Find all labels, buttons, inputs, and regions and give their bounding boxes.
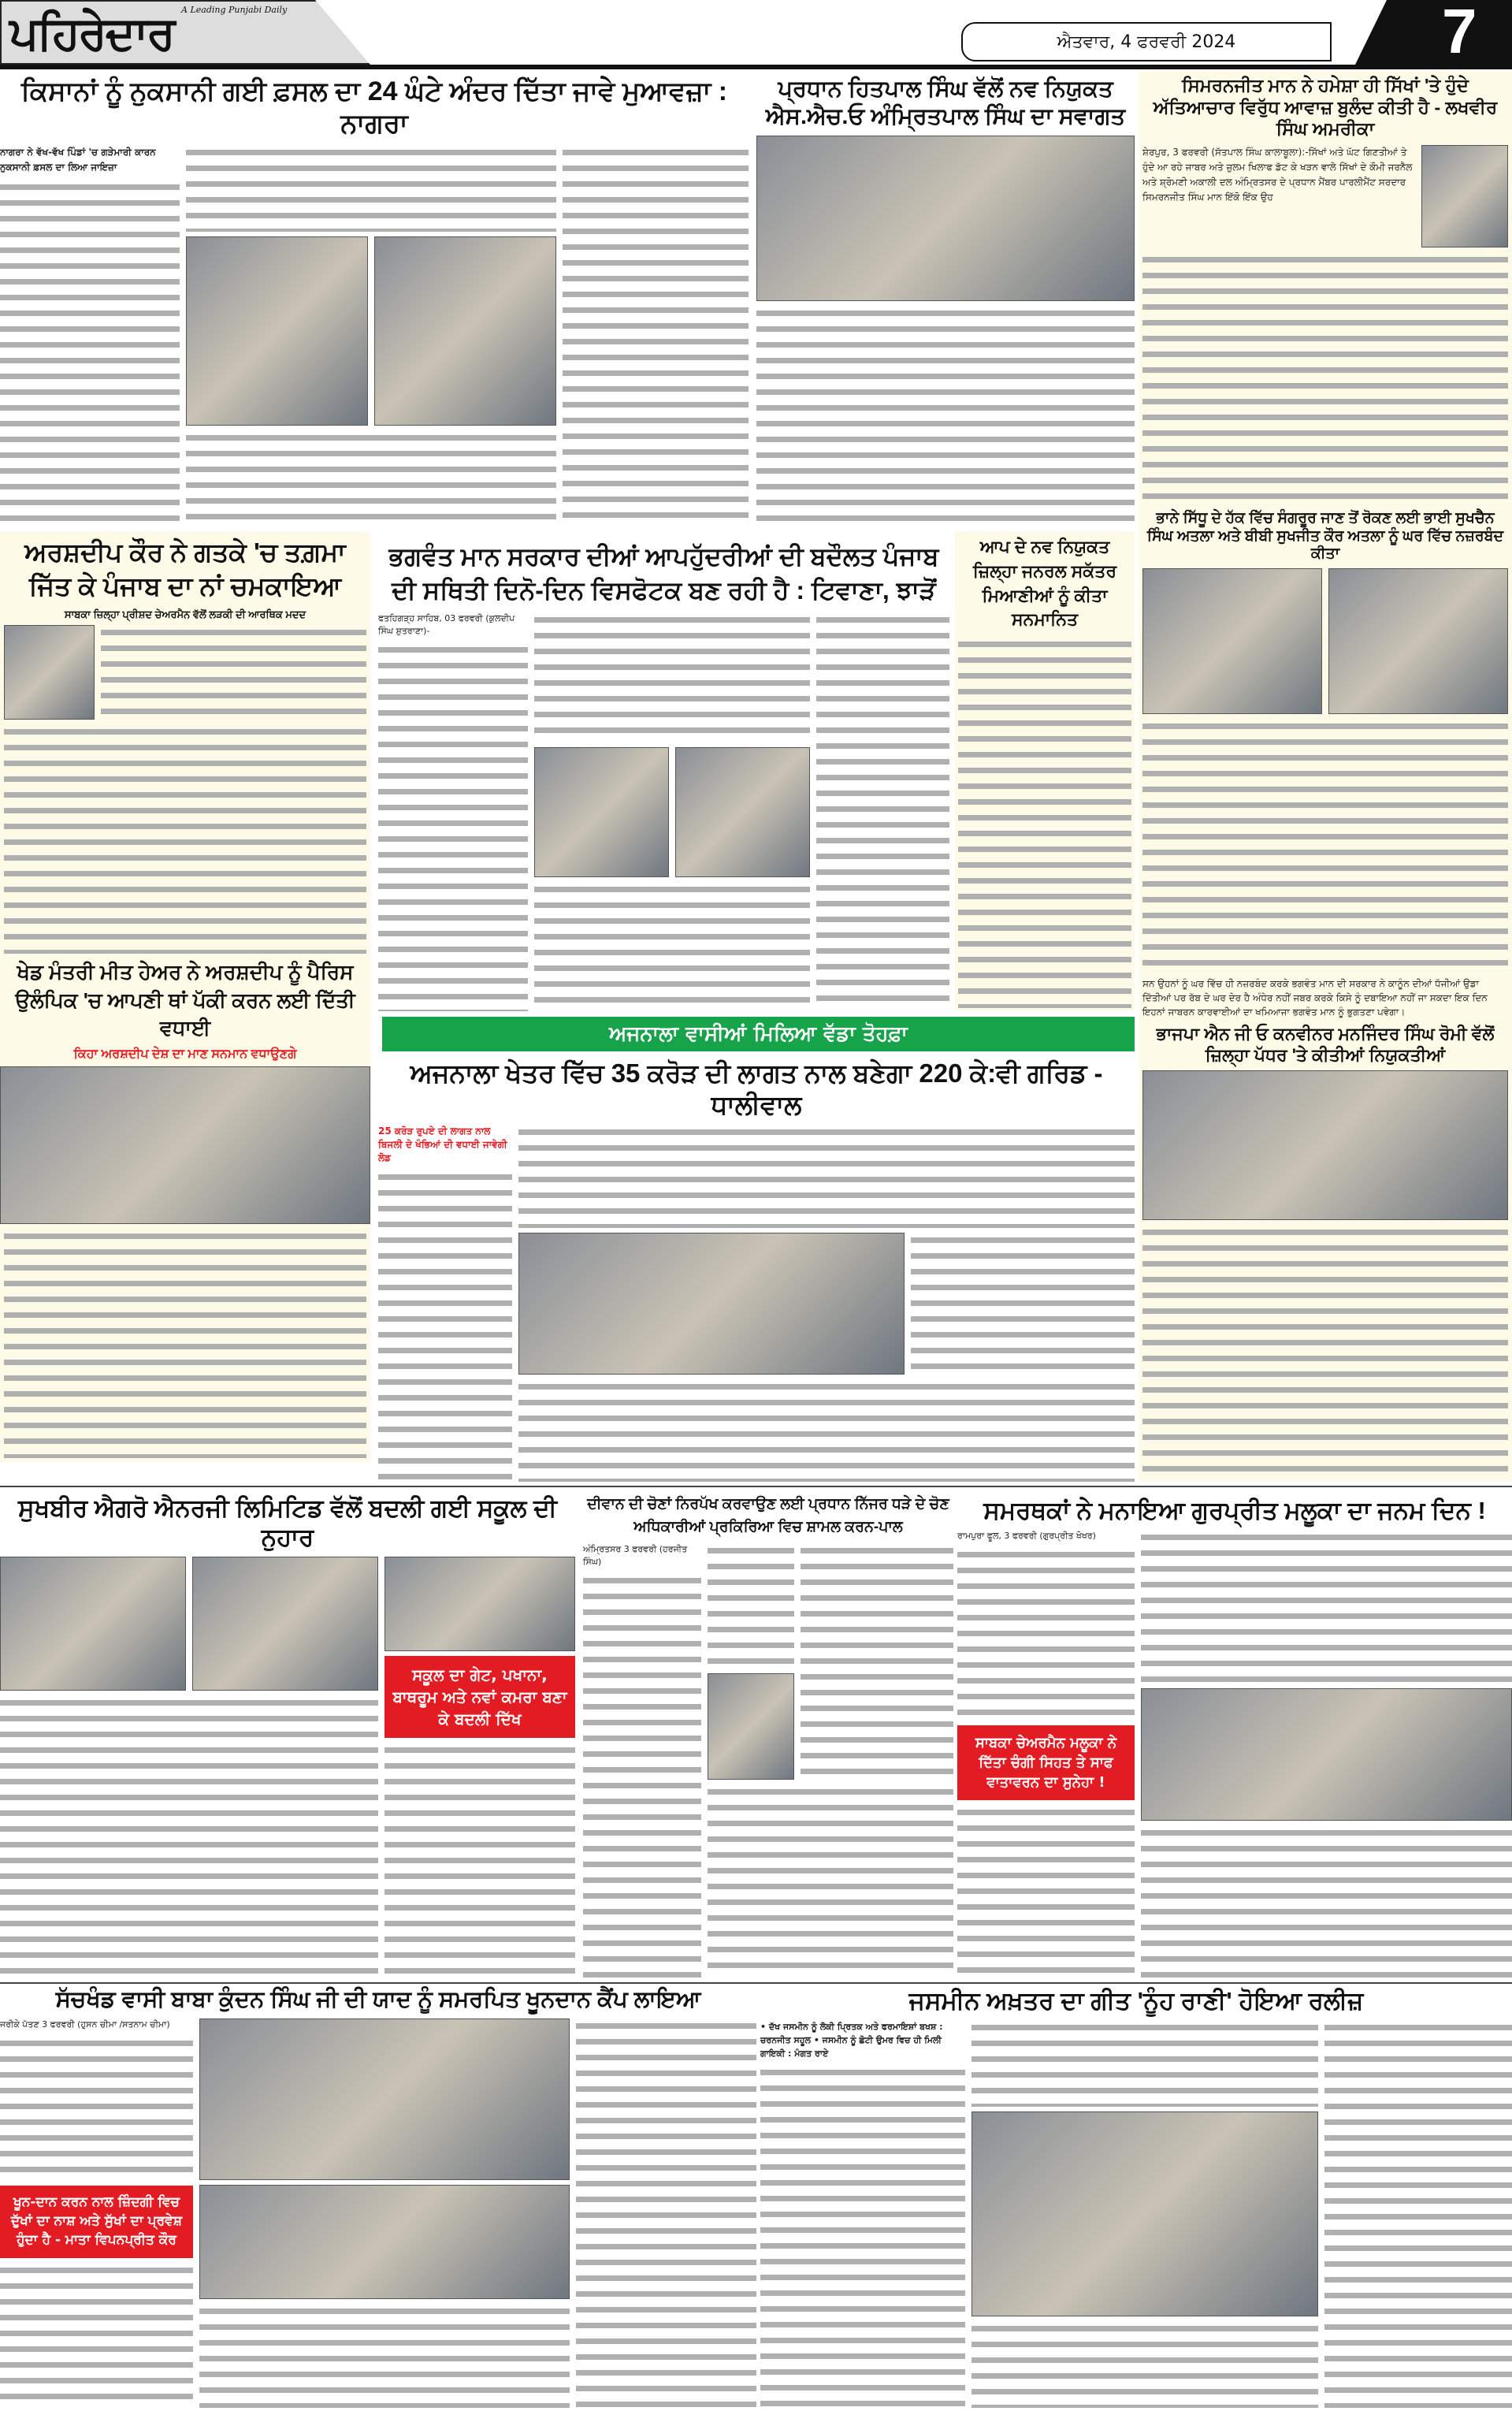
- body-text: [378, 642, 528, 1011]
- article-jasmine: [760, 1986, 1512, 2408]
- body-text: [534, 612, 810, 742]
- body-text: [576, 2018, 756, 2408]
- photo-romi-appointments: [1142, 1070, 1508, 1220]
- body-text: [816, 612, 949, 1011]
- body-text: [708, 1784, 953, 1978]
- photo-arshdeep: [4, 625, 95, 720]
- body-text: [563, 145, 749, 528]
- body-text: [1141, 1825, 1512, 1978]
- photo-farm-inspection: [186, 236, 368, 426]
- photo-school-1: [0, 1557, 186, 1691]
- divider: [0, 1486, 1512, 1487]
- body-text: [957, 1547, 1135, 1721]
- photo-diwan-official: [708, 1673, 794, 1780]
- body-text: [1142, 719, 1508, 972]
- page-number-block: [1355, 0, 1512, 65]
- headline-jasmine: ਜਸਮੀਨ ਅਖ਼ਤਰ ਦਾ ਗੀਤ 'ਨੂੰਹ ਰਾਣੀ' ਹੋਇਆ ਰਲੀਜ਼: [908, 1987, 1364, 2015]
- headline-tiwana: ਭਗਵੰਤ ਮਾਨ ਸਰਕਾਰ ਦੀਆਂ ਆਪਹੁੱਦਰੀਆਂ ਦੀ ਬਦੌਲਤ ਪੰਜਾਬ ਦੀ ਸਥਿਤੀ ਦਿਨੋ-ਦਿਨ ਵਿਸਫੋਟਕ ਬਣ ਰਹੀ ਹੈ : ਟਿਵਾਣਾ, ਝਾੜੋਂ: [388, 542, 939, 605]
- photo-blood-camp-1: [199, 2018, 570, 2180]
- body-text: [518, 1125, 1135, 1227]
- arshdeep-panel: [0, 532, 370, 1462]
- headline-ajnala: ਅਜਨਾਲਾ ਖੇਤਰ ਵਿੱਚ 35 ਕਰੋੜ ਦੀ ਲਾਗਤ ਨਾਲ ਬਣੇਗਾ 220 ਕੇ:ਵੀ ਗਰਿਡ - ਧਾਲੀਵਾਲ: [410, 1059, 1103, 1119]
- photo-school-3: [385, 1557, 575, 1651]
- body-text: [0, 1695, 378, 1978]
- lead-maluka: ਰਾਮਪੁਰਾ ਫੂਲ, 3 ਫਰਵਰੀ (ਗੁਰਪ੍ਰੀਤ ਖੋਖਰ): [957, 1531, 1096, 1542]
- photo-damaged-crop: [374, 236, 556, 426]
- divider: [0, 1982, 1512, 1984]
- lead-simranjit: ਸ਼ੇਰਪੁਰ, 3 ਫਰਵਰੀ (ਸੱਤਪਾਲ ਸਿੰਘ ਕਾਲਾਬੂਲਾ):-ਸਿੱਖਾਂ ਅਤੇ ਘੱਟ ਗਿਣਤੀਆਂ ਤੇ ਹੁੰਦੇ ਆ ਰਹੇ ਜਾਬਰ ਅਤੇ ਜ਼ੁਲਮ ਖਿਲਾਫ ਡੱਟ ਕੇ ਖੜਨ ਵਾਲੇ ਸਿੱਖਾਂ ਦੇ ਕੌਮੀ ਜਰਨੈਲ ਅਤੇ ਸ਼੍ਰੋਮਣੀ ਅਕਾਲੀ ਦਲ ਅੰਮ੍ਰਿਤਸਰ ਦੇ ਪ੍ਰਧਾਨ ਮੈਂਬਰ ਪਾਰਲੀਮੈਂਟ ਸਰਦਾਰ ਸਿਮਰਨਜੀਤ ਸਿੰਘ ਮਾਨ ਇੱਕੋ ਇੱਕ ਉਹ: [1142, 146, 1413, 203]
- headline-maluka: ਸਮਰਥਕਾਂ ਨੇ ਮਨਾਇਆ ਗੁਰਪ੍ਰੀਤ ਮਲੂਕਾ ਦਾ ਜਨਮ ਦਿਨ !: [983, 1497, 1486, 1524]
- body-text: [378, 1170, 512, 1482]
- body-text: [0, 2036, 193, 2181]
- body-text: [971, 2321, 1318, 2408]
- tail-atla: ਸਨ ਉਹਨਾਂ ਨੂੰ ਘਰ ਵਿੱਚ ਹੀ ਨਜ਼ਰਬੰਦ ਕਰਕੇ ਭਗਵੰਤ ਮਾਨ ਦੀ ਸਰਕਾਰ ਨੇ ਕਾਨੂੰਨ ਦੀਆਂ ਧੱਜੀਆਂ ਉਡਾ ਦਿੱਤੀਆਂ ਪਰ ਰੱਬ ਦੇ ਘਰ ਦੇਰ ਹੈ ਅੰਧੇਰ ਨਹੀਂ ਜਬਰ ਕਰਕੇ ਕਿਸੇ ਨੂੰ ਦਬਾਇਆ ਨਹੀਂ ਜਾ ਸਕਦਾ ਇਕ ਦਿਨ ਇਹਨਾਂ ਜਾਬਰਨ ਕਾਰਵਾਈਆਂ ਦਾ ਖਮਿਆਜਾ ਭਗਵੰਤ ਮਾਨ ਨੂੰ ਭੁਗਤਣਾ ਪਵੇਗਾ।: [1142, 978, 1488, 1018]
- body-text: [1141, 1530, 1512, 1683]
- headline-blood-camp: ਸੱਚਖੰਡ ਵਾਸੀ ਬਾਬਾ ਕੁੰਦਨ ਸਿੰਘ ਜੀ ਦੀ ਯਾਦ ਨੂੰ ਸਮਰਪਿਤ ਖੂਨਦਾਨ ਕੈਂਪ ਲਾਇਆ: [55, 1987, 701, 2012]
- callout-maluka: ਸਾਬਕਾ ਚੇਅਰਮੈਨ ਮਲੂਕਾ ਨੇ ਦਿੱਤਾ ਚੰਗੀ ਸਿਹਤ ਤੇ ਸਾਫ ਵਾਤਾਵਰਨ ਦਾ ਸੁਨੇਹਾ !: [957, 1725, 1135, 1801]
- photo-ajnala-meeting: [518, 1233, 905, 1375]
- body-text: [756, 306, 1135, 528]
- headline-arshdeep: ਅਰਸ਼ਦੀਪ ਕੌਰ ਨੇ ਗਤਕੇ 'ਚ ਤਗ਼ਮਾ ਜਿੱਤ ਕੇ ਪੰਜਾਬ ਦਾ ਨਾਂ ਚਮਕਾਇਆ: [24, 538, 346, 601]
- article-hitpal: [756, 76, 1135, 528]
- page-number: 7: [1442, 0, 1477, 66]
- headline-hitpal: ਪ੍ਰਧਾਨ ਹਿਤਪਾਲ ਸਿੰਘ ਵੱਲੋਂ ਨਵ ਨਿਯੁਕਤ ਐਸ.ਐਚ.ਓ ਅੰਮ੍ਰਿਤਪਾਲ ਸਿੰਘ ਦਾ ਸਵਾਗਤ: [765, 76, 1126, 129]
- body-text: [958, 637, 1131, 1008]
- photo-maluka-birthday: [1141, 1688, 1512, 1821]
- lead-jasmine: • ਦੱਖ ਜਸਮੀਨ ਨੂੰ ਲੋਕੀ ਪ੍ਰਿਤਕ ਅਤੇ ਫਰਮਾਇਸ਼ਾਂ ਬਖਸ਼ : ਚਰਨਜੀਤ ਸਹੂਲ • ਜਸਮੀਨ ਨੂੰ ਛੋਟੀ ਉਮਰ ਵਿਚ ਹੀ ਮਿਲੀ ਗਾਇਕੀ : ਮੰਗਤ ਰਾਏ: [760, 2022, 943, 2059]
- body-text: [583, 1573, 701, 1978]
- banner-ajnala: ਅਜਨਾਲਾ ਵਾਸੀਆਂ ਮਿਲਿਆ ਵੱਡਾ ਤੋਹਫ਼ਾ: [382, 1017, 1135, 1051]
- body-text: [4, 724, 366, 954]
- photo-jasmine-release: [971, 2111, 1318, 2316]
- body-text: [0, 180, 180, 528]
- body-text: [199, 2304, 570, 2408]
- headline-aap: ਆਪ ਦੇ ਨਵ ਨਿਯੁਕਤ ਜ਼ਿਲ੍ਹਾ ਜਨਰਲ ਸਕੱਤਰ ਮਿਆਣੀਆਂ ਨੂੰ ਕੀਤਾ ਸਨਮਾਨਿਤ: [972, 537, 1117, 630]
- callout-blood-camp: ਖੂਨ-ਦਾਨ ਕਰਨ ਨਾਲ ਜ਼ਿੰਦਗੀ ਵਿਚ ਦੁੱਖਾਂ ਦਾ ਨਾਸ਼ ਅਤੇ ਸੁੱਖਾਂ ਦਾ ਪ੍ਰਵੇਸ਼ ਹੁੰਦਾ ਹੈ - ਮਾਤਾ ਵਿਪਨਪ੍ਰੀਤ ਕੌਰ: [0, 2186, 193, 2257]
- article-blood-camp: [0, 1986, 756, 2408]
- photo-meet-hayer: [0, 1066, 370, 1224]
- headline-meet-hayer: ਖੇਡ ਮੰਤਰੀ ਮੀਤ ਹੇਅਰ ਨੇ ਅਰਸ਼ਦੀਪ ਨੂੰ ਪੈਰਿਸ ਉਲੰਪਿਕ 'ਚ ਆਪਣੀ ਥਾਂ ਪੱਕੀ ਕਰਨ ਲਈ ਦਿੱਤੀ ਵਧਾਈ: [15, 960, 355, 1040]
- photo-atla-2: [1328, 568, 1508, 714]
- body-text: [101, 625, 366, 720]
- lead-blood-camp: ਜਰੀਕੇ ਪੱਤਣ 3 ਫਰਵਰੀ (ਹੁਸਨ ਚੀਮਾ /ਸਤਨਾਮ ਚੀਮਾ): [0, 2018, 170, 2030]
- subhead-meet-hayer: ਕਿਹਾ ਅਰਸ਼ਦੀਪ ਦੇਸ਼ ਦਾ ਮਾਣ ਸਨਮਾਨ ਵਧਾਉਣਗੇ: [73, 1047, 297, 1061]
- photo-school-2: [192, 1557, 378, 1691]
- body-text: [1142, 252, 1508, 505]
- body-text: [534, 882, 810, 1011]
- headline-nagra: ਕਿਸਾਨਾਂ ਨੂੰ ਨੁਕਸਾਨੀ ਗਈ ਫ਼ਸਲ ਦਾ 24 ਘੰਟੇ ਅੰਦਰ ਦਿੱਤਾ ਜਾਵੇ ਮੁਆਵਜ਼ਾ : ਨਾਗਰਾ: [20, 76, 728, 139]
- body-text: [0, 2263, 193, 2408]
- body-text: [186, 430, 556, 528]
- headline-atla: ਭਾਨੇ ਸਿੱਧੂ ਦੇ ਹੱਕ ਵਿੱਚ ਸੰਗਰੂਰ ਜਾਣ ਤੋਂ ਰੋਕਣ ਲਈ ਭਾਈ ਸੁਖਚੈਨ ਸਿੰਘ ਅਤਲਾ ਅਤੇ ਬੀਬੀ ਸੁਖਜੀਤ ਕੌਰ ਅਤਲਾ ਨੂੰ ਘਰ ਵਿੱਚ ਨਜ਼ਰਬੰਦ ਕੀਤਾ: [1146, 509, 1504, 563]
- body-text: [385, 1743, 575, 1978]
- lead-tiwana: ਫਤਹਿਗੜ੍ਹ ਸਾਹਿਬ, 03 ਫਰਵਰੀ (ਕੁਲਦੀਪ ਸਿੰਘ ਸ਼ੁਤਰਾਣਾ)-: [378, 613, 515, 637]
- photo-sho-welcome: [756, 136, 1135, 301]
- body-text: [518, 1379, 1135, 1482]
- article-maluka: [957, 1496, 1512, 1978]
- body-text: [801, 1543, 953, 1780]
- photo-lakhvir-singh: [1421, 145, 1508, 247]
- photo-blood-camp-2: [199, 2185, 570, 2299]
- tagline: A Leading Punjabi Daily: [181, 5, 288, 15]
- headline-romi: ਭਾਜਪਾ ਐਨ ਜੀ ਓ ਕਨਵੀਨਰ ਮਨਜਿੰਦਰ ਸਿੰਘ ਰੋਮੀ ਵੱਲੋਂ ਜ਼ਿਲ੍ਹਾ ਪੱਧਰ 'ਤੇ ਕੀਤੀਆਂ ਨਿਯੁਕਤੀਆਂ: [1156, 1024, 1495, 1065]
- body-text: [760, 2065, 965, 2408]
- body-text: [1324, 2020, 1512, 2408]
- lead-nagra: ਨਾਗਰਾ ਨੇ ਵੱਖ-ਵੱਖ ਪਿੰਡਾਂ 'ਚ ਗੜੇਮਾਰੀ ਕਾਰਨ ਨੁਕਸਾਨੀ ਫ਼ਸਲ ਦਾ ਲਿਆ ਜਾਇਜ਼ਾ: [0, 146, 156, 173]
- body-text: [4, 1229, 366, 1458]
- body-text: [971, 2020, 1318, 2107]
- body-text: [708, 1543, 794, 1669]
- body-text: [186, 145, 556, 232]
- article-diwan: [583, 1494, 953, 1978]
- headline-simranjit: ਸਿਮਰਨਜੀਤ ਮਾਨ ਨੇ ਹਮੇਸ਼ਾ ਹੀ ਸਿੱਖਾਂ 'ਤੇ ਹੁੰਦੇ ਅੱਤਿਆਚਾਰ ਵਿਰੁੱਧ ਆਵਾਜ਼ ਬੁਲੰਦ ਕੀਤੀ ਹੈ - ਲਖਵੀਰ ਸਿੰਘ ਅਮਰੀਕਾ: [1153, 75, 1498, 140]
- right-column: [1139, 71, 1512, 1482]
- lead-diwan: ਅੰਮ੍ਰਿਤਸਰ 3 ਫਰਵਰੀ (ਹਰਜੀਤ ਸਿੰਘ): [583, 1544, 688, 1567]
- photo-jharon: [675, 747, 810, 877]
- newspaper-logo: ਪਹਿਰੇਦਾਰ: [9, 6, 174, 60]
- subhead-arshdeep: ਸਾਬਕਾ ਜ਼ਿਲ੍ਹਾ ਪ੍ਰੀਸ਼ਦ ਚੇਅਰਮੈਨ ਵੱਲੋਂ ਲੜਕੀ ਦੀ ਆਰਥਿਕ ਮਦਦ: [64, 608, 306, 620]
- headline-diwan: ਦੀਵਾਨ ਦੀ ਚੋਣਾਂ ਨਿਰਪੱਖ ਕਰਵਾਉਣ ਲਈ ਪ੍ਰਧਾਨ ਨਿੱਜਰ ਧੜੇ ਦੇ ਚੋਣ ਅਧਿਕਾਰੀਆਂ ਪ੍ਰਕਿਰਿਆ ਵਿਚ ਸ਼ਾਮਲ ਕਰਨ-ਪਾਲ: [587, 1496, 949, 1535]
- body-text: [1142, 1225, 1508, 1478]
- aap-panel: [955, 532, 1135, 1011]
- callout-sukhbir: ਸਕੂਲ ਦਾ ਗੇਟ, ਪਖਾਨਾ, ਬਾਥਰੂਮ ਅਤੇ ਨਵਾਂ ਕਮਰਾ ਬਣਾ ਕੇ ਬਦਲੀ ਦਿੱਖ: [385, 1656, 575, 1738]
- photo-atla-1: [1142, 568, 1322, 714]
- subhead-ajnala: 25 ਕਰੋੜ ਰੁਪਏ ਦੀ ਲਾਗਤ ਨਾਲ ਬਿਜਲੀ ਦੇ ਖੰਭਿਆਂ ਦੀ ਵਧਾਈ ਜਾਵੇਗੀ ਲੋਡ: [378, 1126, 507, 1164]
- headline-sukhbir: ਸੁਖਬੀਰ ਐਗਰੋ ਐਨਰਜੀ ਲਿਮਿਟਿਡ ਵੱਲੋਂ ਬਦਲੀ ਗਈ ਸਕੂਲ ਦੀ ਨੁਹਾਰ: [18, 1494, 557, 1552]
- article-tiwana: [378, 540, 949, 1011]
- article-ajnala: [378, 1058, 1135, 1482]
- body-text: [957, 1805, 1135, 1978]
- article-nagra: [0, 76, 749, 528]
- masthead: [0, 0, 1512, 69]
- issue-date: ਐਤਵਾਰ, 4 ਫਰਵਰੀ 2024: [961, 22, 1332, 61]
- body-text: [911, 1233, 1135, 1375]
- photo-tiwana: [534, 747, 669, 877]
- article-sukhbir: [0, 1494, 575, 1978]
